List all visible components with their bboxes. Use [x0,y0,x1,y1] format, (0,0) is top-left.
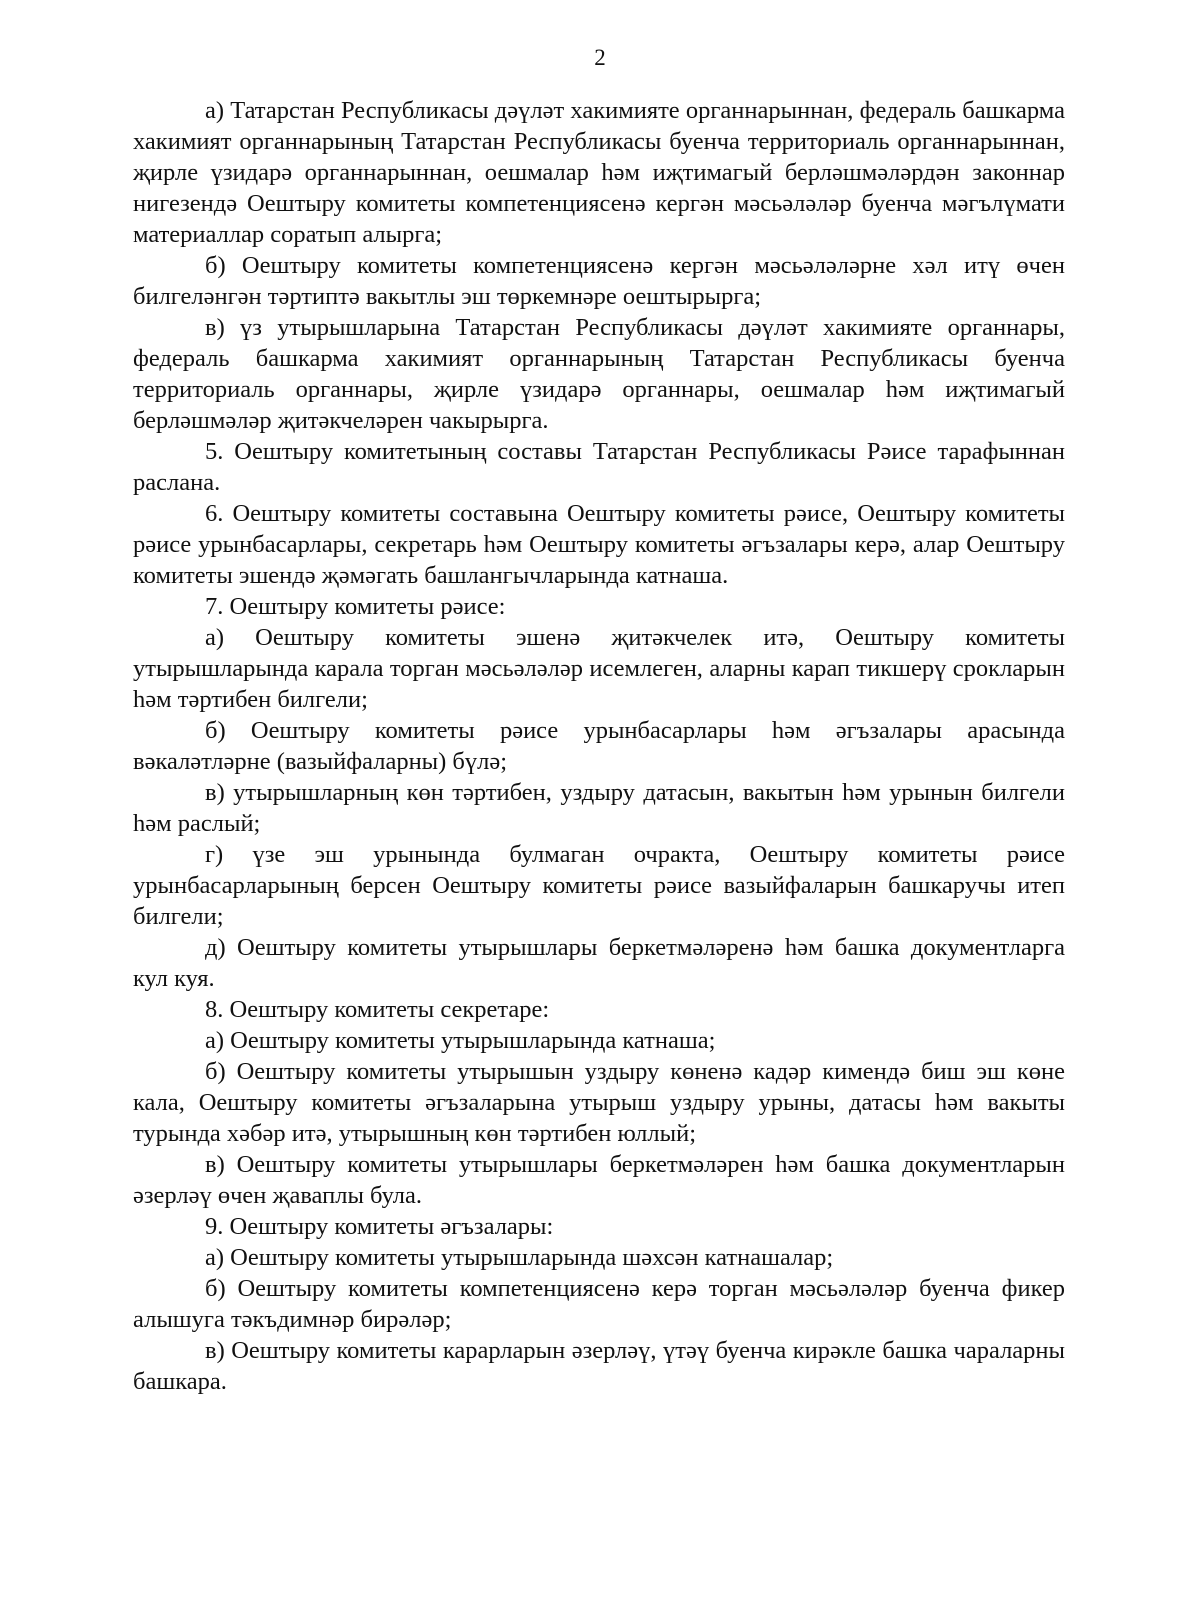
paragraph-6: 6. Оештыру комитеты составына Оештыру комитеты рәисе, Оештыру комитеты рәисе урынбасарлары, секретарь һәм Оештыру комитеты әгъзалары керә, алар Оештыру комитеты эшендә җәмәгать башлангычларында катнаша. [133,500,1065,589]
paragraph-7b: б) Оештыру комитеты рәисе урынбасарлары һәм әгъзалары арасында вәкаләтләрне (вазыйфаларны) бүлә; [133,717,1065,775]
paragraph-8b: б) Оештыру комитеты утырышын уздыру көненә кадәр кимендә биш эш көне кала, Оештыру комитеты әгъзаларына утырыш уздыру урыны, датасы һәм вакыты турында хәбәр итә, утырышның көн тәртибен юллый; [133,1058,1065,1147]
paragraph-7g: г) үзе эш урынында булмаган очракта, Оештыру комитеты рәисе урынбасарларының берсен Оештыру комитеты рәисе вазыйфаларын башкаручы итеп билгели; [133,841,1065,930]
paragraph-8v: в) Оештыру комитеты утырышлары беркетмәләрен һәм башка документларын әзерләү өчен җаваплы була. [133,1151,1065,1209]
paragraph-7v: в) утырышларның көн тәртибен, уздыру датасын, вакытын һәм урынын билгели һәм раслый; [133,779,1065,837]
paragraph-4v: в) үз утырышларына Татарстан Республикасы дәүләт хакимияте органнары, федераль башкарма хакимият органнарының Татарстан Республикасы буенча территориаль органнары, җирле үзидарә органнары, оешмалар һәм иҗтимагый берләшмәләр җитәкчеләрен чакырырга. [133,314,1065,434]
paragraph-8-heading: 8. Оештыру комитеты секретаре: [205,996,550,1023]
paragraph-9-heading: 9. Оештыру комитеты әгъзалары: [205,1213,554,1240]
paragraph-9a: а) Оештыру комитеты утырышларында шәхсән катнашалар; [205,1244,834,1271]
document-body [133,95,1065,1397]
paragraph-5: 5. Оештыру комитетының составы Татарстан Республикасы Рәисе тарафыннан раслана. [133,438,1065,496]
paragraph-4b: б) Оештыру комитеты компетенциясенә кергән мәсьәләләрне хәл итү өчен билгеләнгән тәртиптә вакытлы эш төркемнәре оештырырга; [133,252,1065,310]
paragraph-7d: д) Оештыру комитеты утырышлары беркетмәләренә һәм башка документларга кул куя. [133,934,1065,992]
paragraph-9b: б) Оештыру комитеты компетенциясенә керә торган мәсьәләләр буенча фикер алышуга тәкъдимнәр бирәләр; [133,1275,1065,1333]
paragraph-9v: в) Оештыру комитеты карарларын әзерләү, үтәү буенча кирәкле башка чараларны башкара. [133,1337,1065,1395]
page-number: 2 [594,45,606,70]
paragraph-8a: а) Оештыру комитеты утырышларында катнаша; [205,1027,716,1054]
paragraph-7-heading: 7. Оештыру комитеты рәисе: [205,593,506,620]
paragraph-7a: а) Оештыру комитеты эшенә җитәкчелек итә, Оештыру комитеты утырышларында карала торган мәсьәләләр исемлеген, аларны карап тикшерү срокларын һәм тәртибен билгели; [133,624,1065,713]
paragraph-4a: а) Татарстан Республикасы дәүләт хакимияте органнарыннан, федераль башкарма хакимият органнарының Татарстан Республикасы буенча территориаль органнарыннан, җирле үзидарә органнарыннан, оешмалар һәм иҗтимагый берләшмәләрдән законнар нигезендә Оештыру комитеты компетенциясенә кергән мәсьәләләр буенча мәгълүмати материаллар соратып алырга; [133,97,1065,248]
